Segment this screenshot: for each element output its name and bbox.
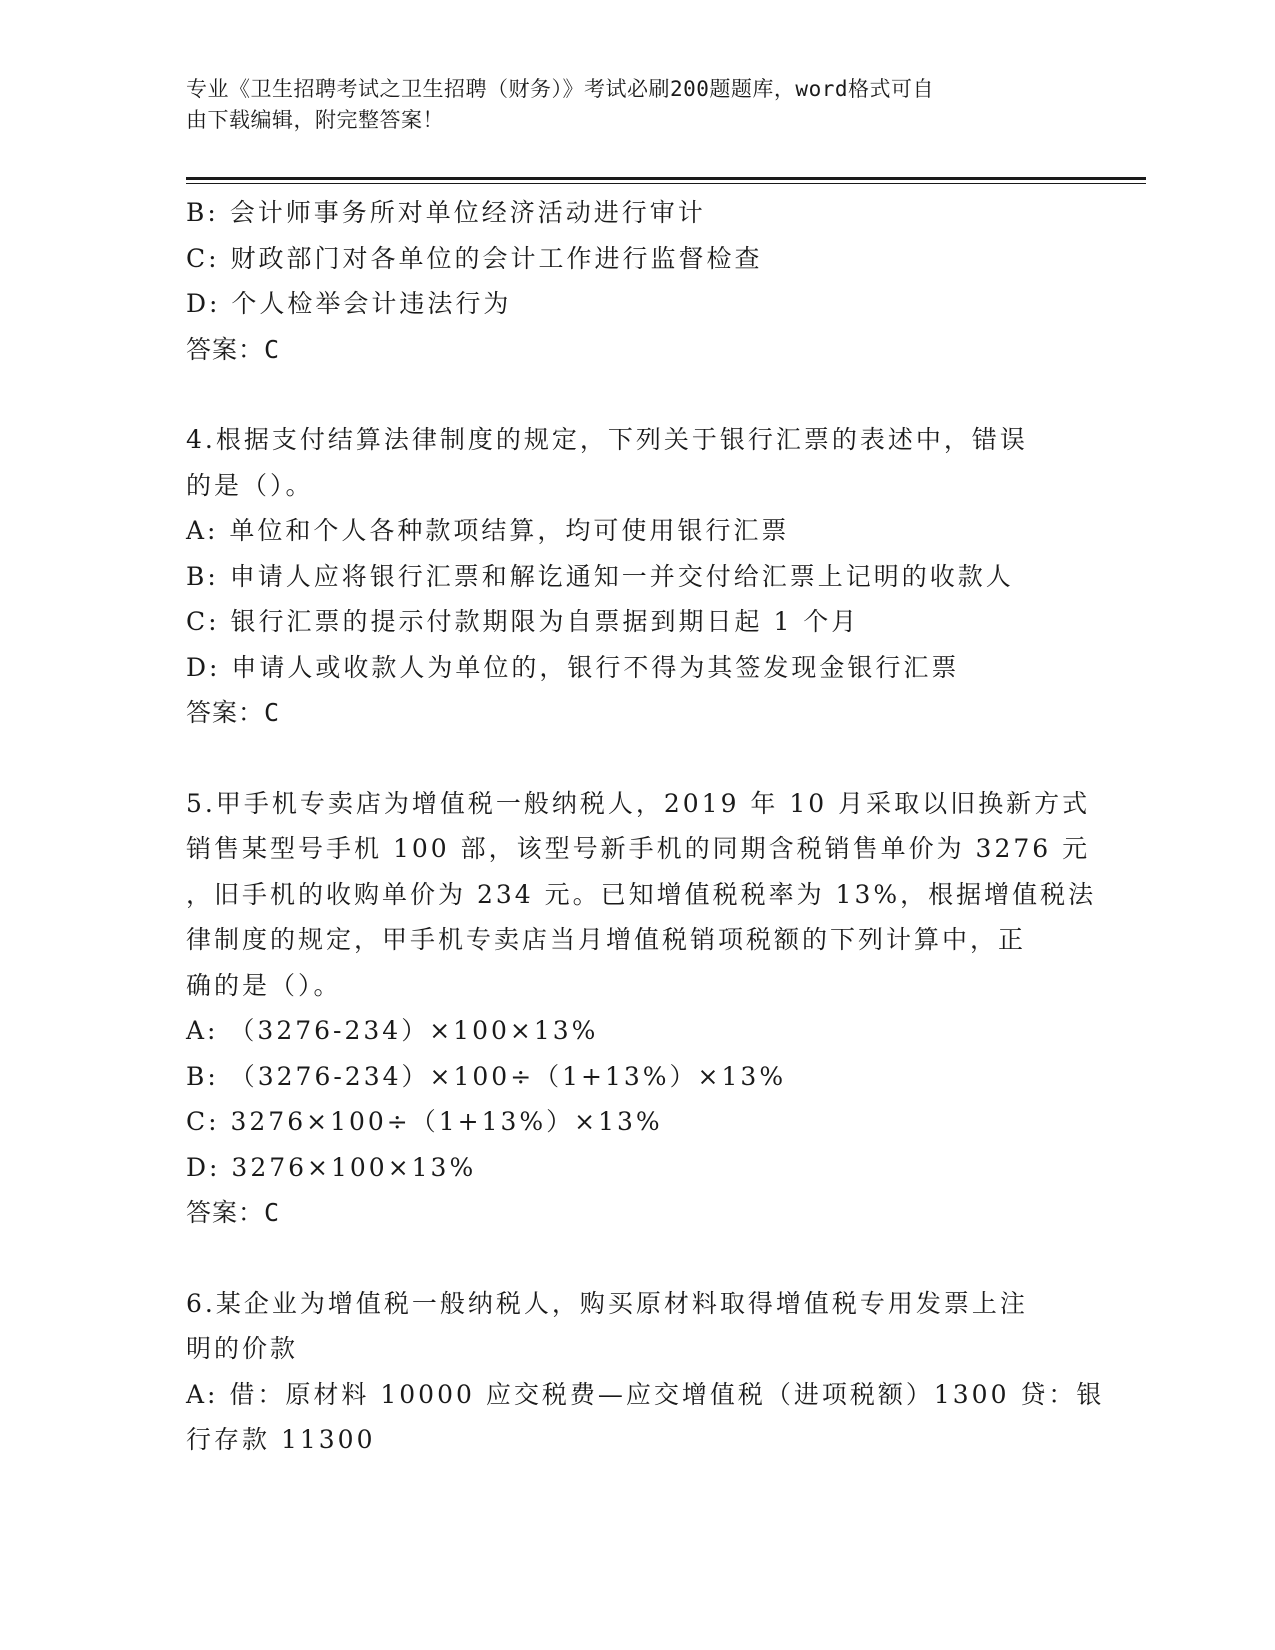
option-a: A: （3276-234）×100×13% bbox=[186, 1016, 599, 1045]
question-list bbox=[186, 190, 1105, 1463]
spacer bbox=[186, 736, 1086, 781]
question-stem-line: 4.根据支付结算法律制度的规定，下列关于银行汇票的表述中，错误 bbox=[186, 425, 1028, 454]
option-b: B: 会计师事务所对单位经济活动进行审计 bbox=[186, 198, 706, 227]
option-d: D: 3276×100×13% bbox=[186, 1152, 477, 1182]
option-c: C: 银行汇票的提示付款期限为自票据到期日起 1 个月 bbox=[186, 607, 860, 636]
header-divider-thin bbox=[186, 183, 1146, 184]
option-d: D: 个人检举会计违法行为 bbox=[186, 289, 512, 318]
header-divider-thick bbox=[186, 177, 1146, 180]
header-line-1: 专业《卫生招聘考试之卫生招聘（财务）》考试必刷200题题库，word格式可自 bbox=[186, 77, 934, 101]
question-stem-line: 确的是（）。 bbox=[186, 970, 342, 1000]
question-4 bbox=[186, 417, 1086, 736]
option-c: C: 财政部门对各单位的会计工作进行监督检查 bbox=[186, 243, 763, 273]
option-b: B: 申请人应将银行汇票和解讫通知一并交付给汇票上记明的收款人 bbox=[186, 561, 1014, 591]
option-b: B: （3276-234）×100÷（1+13%）×13% bbox=[186, 1061, 787, 1091]
question-stem-line: ，旧手机的收购单价为 234 元。已知增值税税率为 13%，根据增值税法 bbox=[186, 879, 1097, 909]
question-stem-line: 的是（）。 bbox=[186, 470, 314, 500]
option-a: A: 单位和个人各种款项结算，均可使用银行汇票 bbox=[186, 516, 790, 545]
question-stem-line: 律制度的规定，甲手机专卖店当月增值税销项税额的下列计算中，正 bbox=[186, 925, 1027, 954]
document-header bbox=[186, 74, 1066, 136]
option-a-continuation: 行存款 11300 bbox=[186, 1425, 376, 1454]
spacer bbox=[186, 1236, 1086, 1281]
question-stem-line: 6.某企业为增值税一般纳税人，购买原材料取得增值税专用发票上注 bbox=[186, 1288, 1028, 1318]
question-stem-line: 5.甲手机专卖店为增值税一般纳税人，2019 年 10 月采取以旧换新方式 bbox=[186, 788, 1091, 818]
option-d: D: 申请人或收款人为单位的，银行不得为其签发现金银行汇票 bbox=[186, 652, 960, 682]
answer: 答案：C bbox=[186, 698, 281, 727]
answer: 答案：C bbox=[186, 334, 281, 364]
question-6 bbox=[186, 1281, 1105, 1463]
question-5 bbox=[186, 781, 1097, 1236]
question-stem-line: 明的价款 bbox=[186, 1334, 299, 1363]
question-stem-line: 销售某型号手机 100 部，该型号新手机的同期含税销售单价为 3276 元 bbox=[186, 834, 1091, 863]
question-3 bbox=[186, 190, 1086, 372]
header-line-2: 由下载编辑，附完整答案！ bbox=[186, 108, 444, 132]
option-c: C: 3276×100÷（1+13%）×13% bbox=[186, 1107, 663, 1136]
spacer bbox=[186, 372, 1086, 417]
option-a: A: 借：原材料 10000 应交税费—应交增值税（进项税额）1300 贷：银 bbox=[186, 1379, 1105, 1409]
answer: 答案：C bbox=[186, 1198, 281, 1227]
